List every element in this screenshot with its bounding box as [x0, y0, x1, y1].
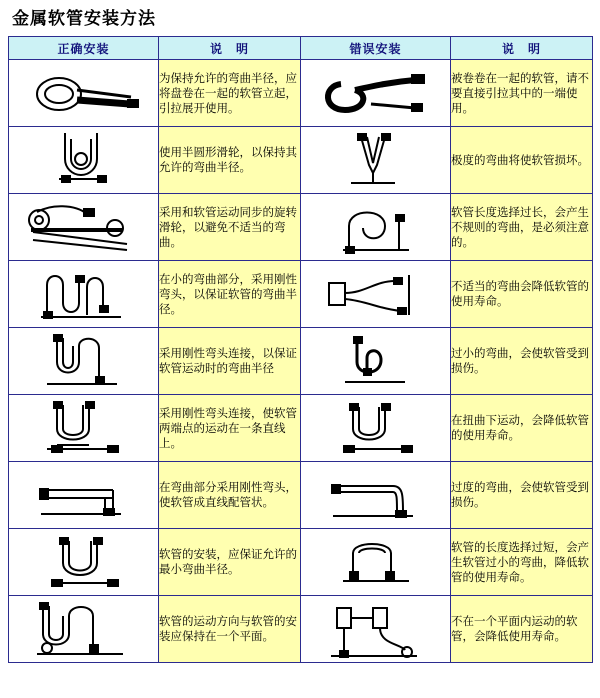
header-wrong-description: 说 明 — [451, 37, 593, 60]
correct-description-cell: 软管的运动方向与软管的安装应保持在一个平面。 — [159, 596, 301, 663]
rigid-bend-small-radius-icon — [17, 265, 151, 323]
excessive-bend-damage-icon — [309, 466, 443, 524]
table-row — [9, 596, 593, 663]
correct-figure-cell — [9, 462, 159, 529]
out-of-plane-motion-icon — [309, 598, 443, 660]
table-row — [9, 261, 593, 328]
overlong-hose-loop-icon — [309, 198, 443, 256]
u-shape-rigid-elbow-straight-line-icon — [17, 399, 151, 457]
torsional-bend-u-shape-icon — [309, 399, 443, 457]
wrong-figure-cell — [301, 127, 451, 194]
coiled-hose-pulled-icon — [311, 64, 441, 122]
wrong-figure-cell — [301, 60, 451, 127]
wrong-figure-cell — [301, 194, 451, 261]
correct-description-cell: 使用半圆形滑轮，以保持其允许的弯曲半径。 — [159, 127, 301, 194]
too-small-bend-damage-icon — [309, 332, 443, 390]
wrong-description-cell: 软管的长度选择过短，会产生软管过小的弯曲，降低软管的使用寿命。 — [451, 529, 593, 596]
overlong-hose-small-bend-icon — [309, 533, 443, 591]
wrong-figure-cell — [301, 596, 451, 663]
header-wrong-install: 错误安装 — [301, 37, 451, 60]
wrong-figure-cell — [301, 462, 451, 529]
correct-figure-cell — [9, 127, 159, 194]
wrong-figure-cell — [301, 395, 451, 462]
minimum-bend-radius-install-icon — [17, 533, 151, 591]
wrong-figure-cell — [301, 261, 451, 328]
correct-description-cell: 采用和软管运动同步的旋转滑轮，以避免不适当的弯曲。 — [159, 194, 301, 261]
wrong-description-cell: 在扭曲下运动，会降低软管的使用寿命。 — [451, 395, 593, 462]
correct-figure-cell — [9, 60, 159, 127]
wrong-description-cell: 过度的弯曲，会使软管受到损伤。 — [451, 462, 593, 529]
correct-figure-cell — [9, 529, 159, 596]
wrong-description-cell: 软管长度选择过长，会产生不规则的弯曲，是必须注意的。 — [451, 194, 593, 261]
wrong-description-cell: 极度的弯曲将使软管损坏。 — [451, 127, 593, 194]
correct-figure-cell — [9, 328, 159, 395]
table-row — [9, 194, 593, 261]
straight-pipe-rigid-elbow-icon — [17, 466, 151, 524]
semicircular-pulley-hose-icon — [19, 131, 149, 189]
table-row — [9, 127, 593, 194]
header-correct-install: 正确安装 — [9, 37, 159, 60]
correct-description-cell: 采用刚性弯头连接，以保证软管运动时的弯曲半径 — [159, 328, 301, 395]
rigid-elbow-connection-icon — [17, 332, 151, 390]
correct-description-cell: 采用刚性弯头连接，使软管两端点的运动在一条直线上。 — [159, 395, 301, 462]
correct-figure-cell — [9, 261, 159, 328]
installation-methods-table — [8, 36, 593, 663]
correct-description-cell: 在小的弯曲部分，采用刚性弯头，以保证软管的弯曲半径。 — [159, 261, 301, 328]
coiled-hose-flat-icon — [19, 64, 149, 122]
wrong-figure-cell — [301, 529, 451, 596]
correct-description-cell: 为保持允许的弯曲半径，应将盘卷在一起的软管立起，引拉展开使用。 — [159, 60, 301, 127]
correct-figure-cell — [9, 194, 159, 261]
improper-bend-lifetime-icon — [309, 265, 443, 323]
table-header-row — [9, 37, 593, 60]
wrong-description-cell: 不适当的弯曲会降低软管的使用寿命。 — [451, 261, 593, 328]
wrong-description-cell: 不在一个平面内运动的软管，会降低使用寿命。 — [451, 596, 593, 663]
page-title: 金属软管安装方法 — [12, 9, 156, 29]
correct-description-cell: 在弯曲部分采用刚性弯头，使软管成直线配管状。 — [159, 462, 301, 529]
header-correct-description: 说 明 — [159, 37, 301, 60]
wrong-figure-cell — [301, 328, 451, 395]
wrong-description-cell: 被卷卷在一起的软管，请不要直接引拉其中的一端使用。 — [451, 60, 593, 127]
table-row — [9, 60, 593, 127]
wrong-description-cell: 过小的弯曲，会使软管受到损伤。 — [451, 328, 593, 395]
same-plane-motion-icon — [17, 598, 151, 660]
correct-description-cell: 软管的安装，应保证允许的最小弯曲半径。 — [159, 529, 301, 596]
synchronized-rotating-pulley-icon — [17, 198, 151, 256]
table-row — [9, 395, 593, 462]
sharp-bend-hose-icon — [311, 131, 441, 189]
table-row — [9, 462, 593, 529]
table-row — [9, 328, 593, 395]
correct-figure-cell — [9, 395, 159, 462]
table-row — [9, 529, 593, 596]
correct-figure-cell — [9, 596, 159, 663]
